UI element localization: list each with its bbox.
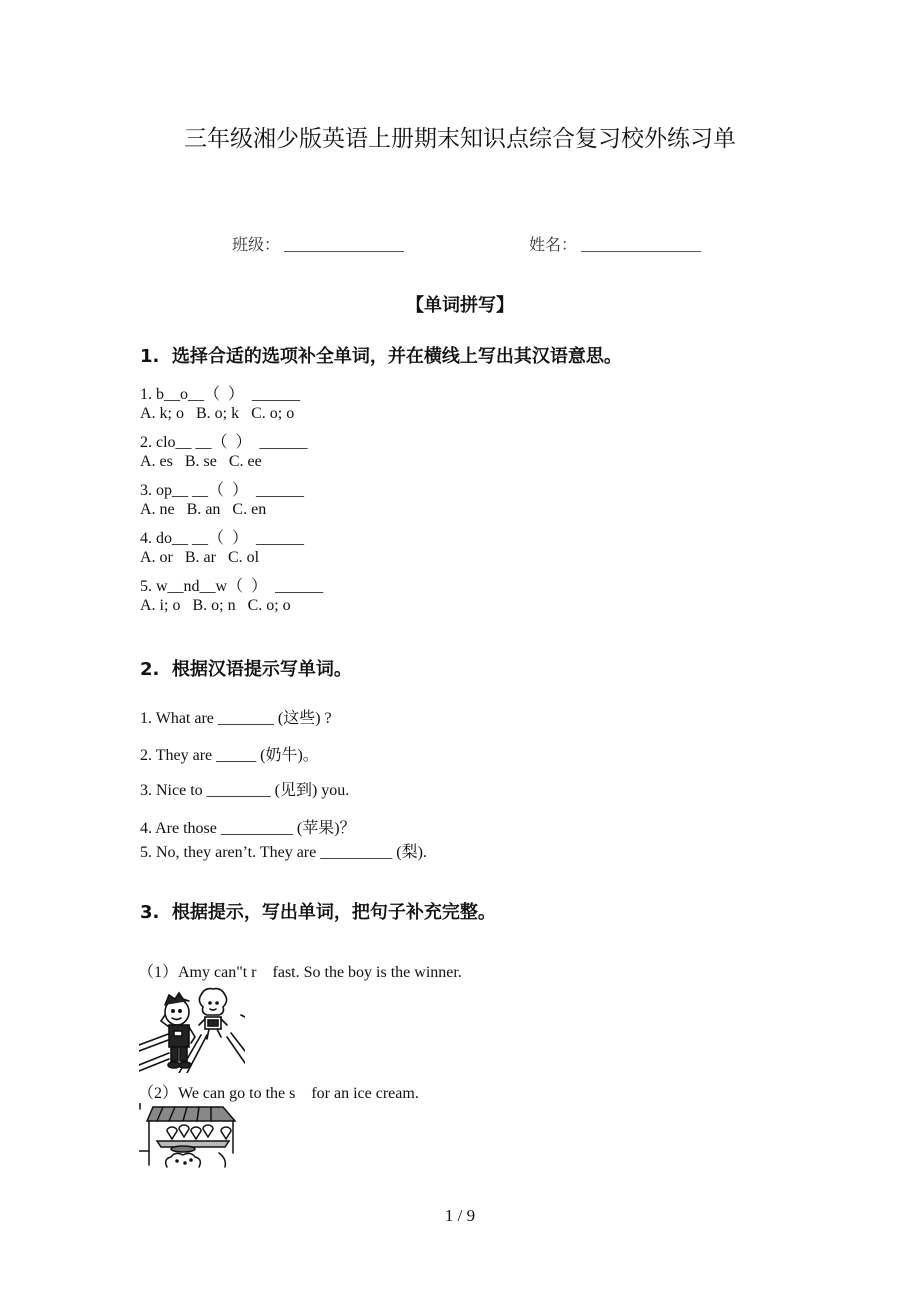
q2-line: 2. They are _____ (奶牛)。	[140, 747, 319, 764]
question-3-title: 3. 根据提示，写出单词，把句子补充完整。	[140, 902, 496, 923]
q1-line: A. ne B. an C. en	[140, 501, 267, 518]
name-field	[521, 214, 701, 255]
children-running-illustration	[139, 985, 245, 1073]
q1-line: 5. w__nd__w（ ） ______	[140, 578, 324, 595]
q1-line: A. or B. ar C. ol	[140, 549, 260, 566]
q1-line: 2. clo__ __（ ） ______	[140, 434, 308, 451]
question-2-title: 2. 根据汉语提示写单词。	[140, 659, 352, 680]
q3-item-1-text: （1）Amy can"t r fast. So the boy is the winner.	[138, 964, 462, 981]
q1-line: 3. op__ __（ ） ______	[140, 482, 305, 499]
question-1-title: 1. 选择合适的选项补全单词，并在横线上写出其汉语意思。	[140, 346, 622, 367]
q1-line: A. k; o B. o; k C. o; o	[140, 405, 295, 422]
q2-line: 5. No, they aren’t. They are _________ (梨).	[140, 844, 427, 861]
q2-line: 1. What are _______ (这些) ?	[140, 710, 332, 727]
name-label: 姓名：	[529, 237, 578, 254]
q1-line: A. i; o B. o; n C. o; o	[140, 597, 291, 614]
section-heading: 【单词拼写】	[406, 295, 514, 316]
q2-line: 3. Nice to ________ (见到) you.	[140, 782, 350, 799]
q1-line: A. es B. se C. ee	[140, 453, 262, 470]
class-blank[interactable]	[284, 237, 404, 252]
name-blank[interactable]	[581, 237, 701, 252]
page-number: 1 / 9	[444, 1206, 476, 1225]
q1-line: 1. b__o__（ ） ______	[140, 386, 301, 403]
class-label: 班级：	[232, 237, 281, 254]
q3-item-2-text: （2）We can go to the s for an ice cream.	[138, 1085, 419, 1102]
q2-line: 4. Are those _________ (苹果)？	[140, 820, 356, 837]
q1-line: 4. do__ __（ ） ______	[140, 530, 305, 547]
ice-cream-shop-illustration	[139, 1103, 237, 1169]
document-title: 三年级湘少版英语上册期末知识点综合复习校外练习单	[184, 126, 736, 152]
class-field	[224, 214, 404, 255]
